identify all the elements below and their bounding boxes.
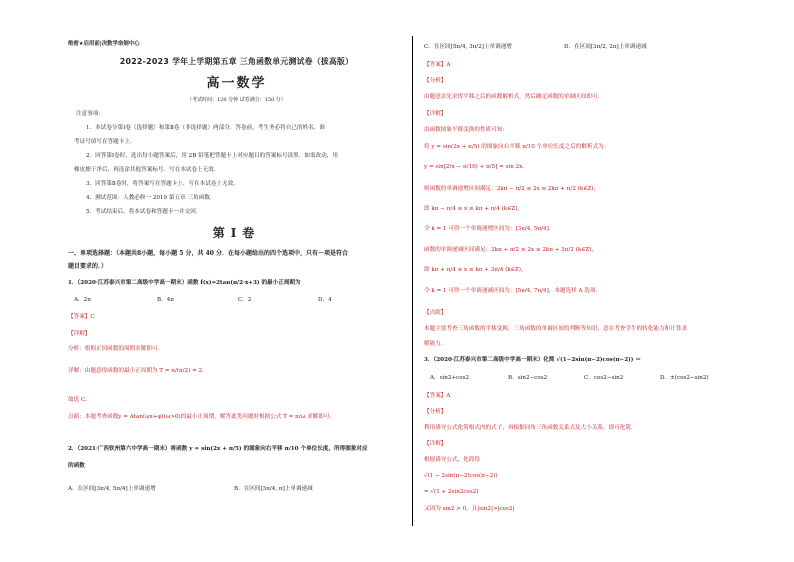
q3-option-a: A．sin2+cos2 bbox=[430, 375, 470, 381]
q2-analysis-tag: 【分析】 bbox=[424, 78, 447, 84]
notes-heading: 注意事项： bbox=[76, 111, 104, 117]
q2-answer: 【答案】A bbox=[424, 62, 451, 68]
note-line: 考证号填写在答题卡上． bbox=[74, 139, 136, 145]
exam-info: （考试时间：120 分钟 试卷满分：150 分） bbox=[187, 97, 286, 103]
q3-analysis: 利用诱导公式化简根式内的式子，再根据同角三角函数关系式及大小关系，即可化简． bbox=[424, 425, 637, 431]
q2-option-c: C．在区间[5π/4, 3π/2]上单调递增 bbox=[424, 44, 512, 50]
q3-detail-1: 根据诱导公式，化简得 bbox=[424, 457, 480, 463]
q3-detail-2: √(1 − 2sin(π−2)cos(π−2)) bbox=[424, 473, 498, 479]
q2-detail-line: 则函数的单调递增区间满足：2kπ − π/2 ≤ 2x ≤ 2kπ + π/2 (k∈Z)， bbox=[424, 186, 600, 192]
section-heading: 一、单项选择题：（本题共8小题，每小题 5 分，共 40 分．在每小题给出的四个选项中，只有一项是符合 bbox=[68, 250, 349, 257]
q3-option-d: D．±(cos2−sin2) bbox=[660, 375, 709, 381]
q2-option-b: B．在区间[3π/4, π]上单调递减 bbox=[234, 486, 313, 492]
q1-analysis: 分析：根据正切函数的周期求解即可． bbox=[68, 346, 164, 352]
q1-answer: 【答案】C bbox=[68, 314, 95, 320]
q3-analysis-tag: 【分析】 bbox=[424, 409, 447, 415]
q2-detail-line: 即 kπ + π/4 ≤ x ≤ kπ + 3π/4 (k∈Z)， bbox=[424, 267, 527, 273]
q2-comment: 本题主要考查三角函数的平移变换，三角函数的单调区间的判断等知识，意在考查学生的转化能力和计算求 bbox=[424, 326, 687, 332]
question-2-stem-cont: 的函数 bbox=[68, 463, 85, 469]
q3-detail-4: 又因为 sin2 > 0，且|sin2|>|cos2| bbox=[424, 506, 515, 512]
part-one-heading: 第Ⅰ卷 bbox=[212, 226, 261, 240]
q2-comment-cont: 解能力． bbox=[424, 341, 447, 347]
q1-comment: 点睛：本题考查函数y = Atan(ωx+φ)(ω>0)的最小正周期，解答此类问题时根据公式 T = π/ω 求解即可． bbox=[68, 414, 336, 420]
q1-option-d: D．4 bbox=[318, 297, 332, 303]
q2-detail-line: y = sin[2(x − π/10) + π/5] = sin 2x． bbox=[424, 164, 528, 170]
q2-comment-tag: 【点睛】 bbox=[424, 310, 447, 316]
note-line: 2．回答第Ⅰ卷时，选出每小题答案后，用 2B 铅笔把答题卡上对应题目的答案标号涂黑．如需改动，用 bbox=[86, 153, 338, 159]
q2-detail-line: 令 k = 1 可得一个单调递减区间为：[5π/4, 7π/4]，本题选择 A 选项． bbox=[424, 288, 602, 294]
q3-detail-tag: 【详解】 bbox=[424, 441, 447, 447]
note-line: 3．回答第Ⅱ卷时，将答案写在答题卡上．写在本试卷上无效． bbox=[86, 181, 239, 187]
secret-mark: 绝密★启用前|决数学命制中心 bbox=[68, 41, 140, 47]
q3-option-c: C．cos2−sin2 bbox=[584, 375, 624, 381]
q2-detail-line: 由函数图象平移变换的性质可知： bbox=[424, 127, 508, 133]
subject-title: 高一数学 bbox=[206, 76, 267, 91]
q1-detail-tag: 【详解】 bbox=[68, 331, 91, 337]
note-line: 5．考试结束后，将本试卷和答题卡一并交回． bbox=[86, 209, 202, 215]
q2-detail-line: 将 y = sin(2x + π/5) 的图象向右平移 π/10 个单位长度之后的解析式为： bbox=[424, 144, 610, 150]
q1-option-a: A．2π bbox=[74, 297, 91, 303]
q2-detail-line: 即 kπ − π/4 ≤ x ≤ kπ + π/4 (k∈Z)， bbox=[424, 206, 524, 212]
q1-option-b: B．4π bbox=[157, 297, 174, 303]
q2-detail-line: 令 k = 1 可得一个单调递增区间为：[3π/4, 5π/4]． bbox=[424, 226, 555, 232]
exam-title: 2022-2023 学年上学期第五章 三角函数单元测试卷（拔高版） bbox=[119, 57, 354, 66]
note-line: 1．本试卷分第Ⅰ卷（选择题）和第Ⅱ卷（非选择题）两部分．答卷前，考生务必将自己的姓名、准 bbox=[86, 125, 325, 131]
q2-detail-tag: 【详解】 bbox=[424, 111, 447, 117]
question-3-stem: 3．（2020·江苏泰兴市第二高级中学高一期末）化简 √(1−2sin(π−2)cos(π−2)) ＝ bbox=[424, 357, 641, 363]
q3-option-b: B．sin2−cos2 bbox=[508, 375, 548, 381]
q1-option-c: C．2 bbox=[238, 297, 252, 303]
q3-detail-3: = √(1 + 2sin2cos2) bbox=[424, 489, 479, 495]
q3-answer: 【答案】A bbox=[424, 393, 451, 399]
q2-detail-line: 函数的单调递减区间满足：2kπ + π/2 ≤ 2x ≤ 2kπ + 3π/2 (k∈Z)， bbox=[424, 247, 598, 253]
note-line: 4．测试范围：人教必修一 2019 第五章 三角函数． bbox=[86, 195, 216, 201]
section-heading-cont: 题目要求的．） bbox=[68, 263, 108, 270]
q1-conclusion: 故选 C． bbox=[68, 397, 91, 403]
q2-analysis: 由题意首先求得平移之后的函数解析式，然后确定函数的单调区间即可． bbox=[424, 94, 604, 100]
column-divider bbox=[412, 36, 413, 526]
note-line: 橡皮擦干净后，再选涂其他答案标号．写在本试卷上无效． bbox=[74, 167, 220, 173]
q2-option-d: D．在区间[3π/2, 2π]上单调递减 bbox=[564, 44, 647, 50]
q1-detail: 详解：由题意得函数的最小正周期为 T = π/(π/2) = 2． bbox=[68, 368, 208, 374]
question-1-stem: 1．（2020·江苏泰兴市第二高级中学高一期末）函数 f(x)=2tan(π/2·x+3) 的最小正周期为 bbox=[68, 280, 301, 286]
q2-option-a: A．在区间[3π/4, 5π/4]上单调递增 bbox=[68, 486, 156, 492]
question-2-stem: 2．（2021·广西钦州第六中学高一期末）将函数 y = sin(2x + π/5) 的图象向右平移 π/10 个单位长度，所得图象对应 bbox=[68, 446, 368, 452]
